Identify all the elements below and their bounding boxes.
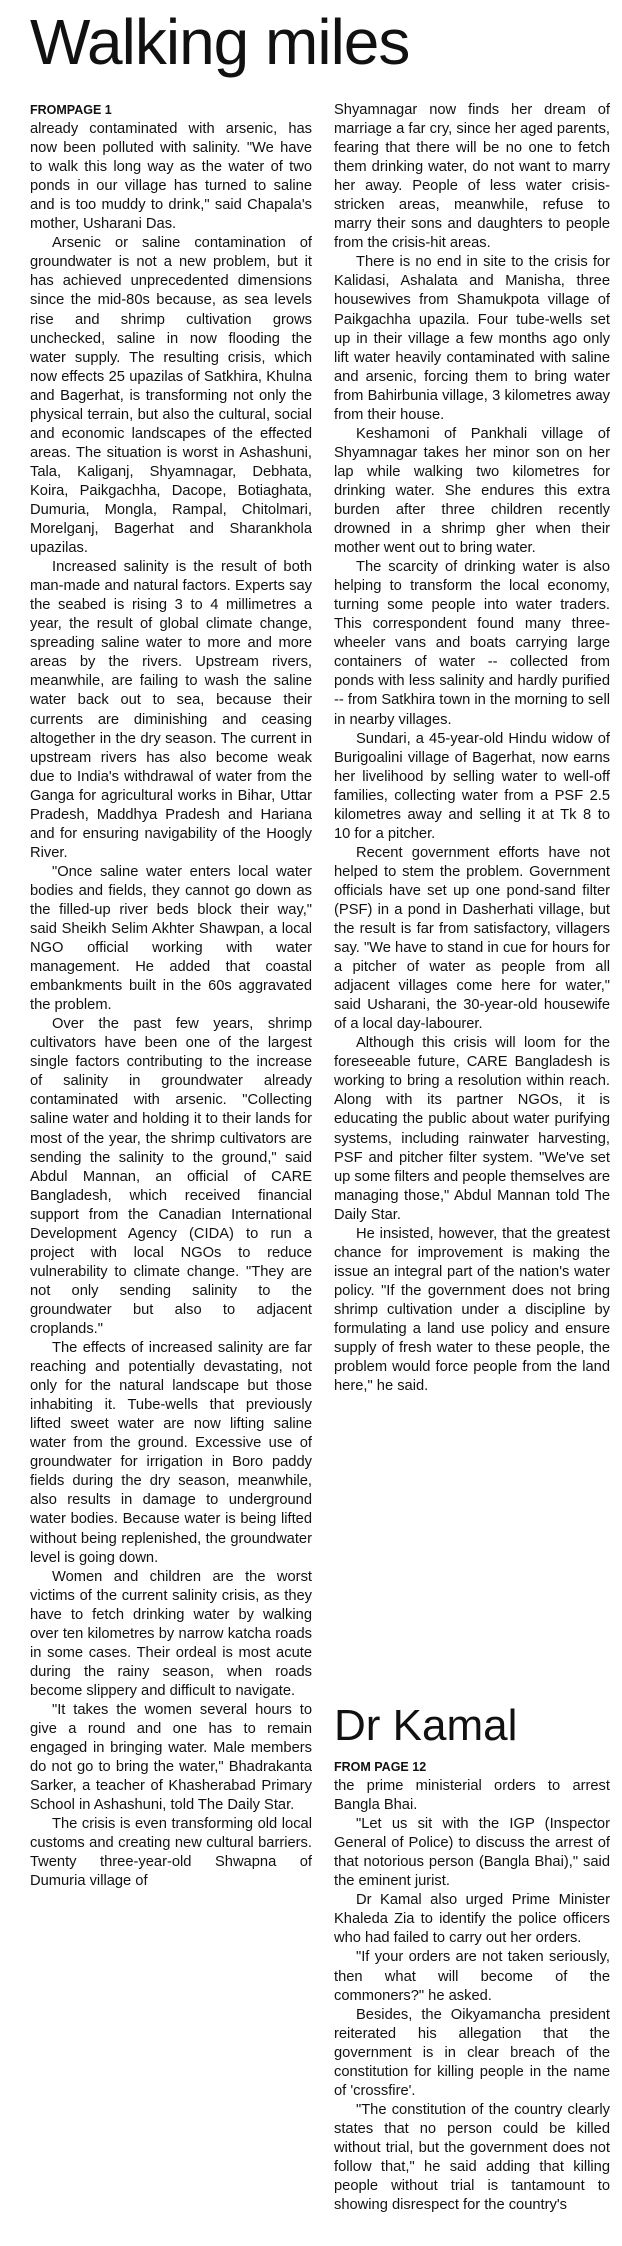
article-paragraph: Keshamoni of Pankhali village of Shyamnagar takes her minor son on her lap while walking two kilometres for drinking water. She endures this extra burden after three children recently drowned in a shrimp gher when their mother went out to bring water. xyxy=(334,425,610,557)
article-paragraph: Shyamnagar now finds her dream of marriage a far cry, since her aged parents, fearing that there will be no one to fetch them drinking water, do not want to marry her away. People of less water crisis-stricken areas, meanwhile, refuse to marry their sons and daughters to people from the crisis-hit areas. xyxy=(334,102,610,252)
article-paragraph: Besides, the Oikyamancha president reiterated his allegation that the government is in clear breach of the constitution for killing people in the name of 'crossfire'. xyxy=(334,2006,610,2099)
article-paragraph: The effects of increased salinity are far reaching and potentially devastating, not only for the natural landscape but those inhabiting it. Tube-wells that previously lifted sweet water are now lifting saline water from the ground. Excessive use of groundwater for irrigation in Boro paddy fields during the dry season, meanwhile, also results in damage to underground water bodies. Because water is being lifted without being replenished, the groundwater level is going down. xyxy=(30,1340,312,1566)
article-paragraph: "The constitution of the country clearly states that no person could be killed without trial, but the government does not follow that," he said adding that killing people without trial is tantamount to showing disrespect for the country's xyxy=(334,2101,610,2214)
article-paragraph: "It takes the women several hours to give a round and one has to remain engaged in bringing water. Male members do not go to bring the water," Bhadrakanta Sarker, a teacher of Khasherabad Primary School in Ashashuni, told The Daily Star. xyxy=(30,1701,312,1814)
article-paragraph: He insisted, however, that the greatest chance for improvement is making the issue an integral part of the nation's water policy. "If the government does not bring shrimp cultivation under a discipline by formulating a land use policy and ensure supply of fresh water to these people, the problem would force people from the land here," he said. xyxy=(334,1225,610,1395)
second-story-column xyxy=(334,1758,610,2215)
article-paragraph: There is no end in site to the crisis for Kalidasi, Ashalata and Manisha, three housewives from Shamukpota village of Paikgachha upazila. Four tube-wells set up in their village a few months ago only lift water heavily contaminated with saline and arsenic, forcing them to bring water from Bahirbunia village, 3 kilometres away from their house. xyxy=(334,254,610,423)
jump-label: FROM PAGE 12 xyxy=(334,1760,427,1774)
article-paragraph: Increased salinity is the result of both man-made and natural factors. Experts say the seabed is rising 3 to 4 millimetres a year, the result of global climate change, spreading saline water to more and more areas by the rivers. Upstream rivers, meanwhile, are failing to wash the saline water back out to sea, because their currents are diminishing and ceasing altogether in the dry season. The current in upstream rivers has also become weak due to India's withdrawal of water from the Ganga for agricultural works in Bihar, Uttar Pradesh, Maddhya Pradesh and Hariana and for ensuring navigability of the Hoogly River. xyxy=(30,559,312,861)
article-paragraph: Sundari, a 45-year-old Hindu widow of Burigoalini village of Bagerhat, now earns her livelihood by selling water to well-off families, collecting water from a PSF 2.5 kilometres away and selling it at Tk 8 to 10 for a pitcher. xyxy=(334,730,610,842)
main-story-right-column xyxy=(334,101,610,1396)
article-paragraph: "If your orders are not taken seriously, then what will become of the commoners?" he asked. xyxy=(334,1949,610,2004)
article-paragraph: "Let us sit with the IGP (Inspector General of Police) to discuss the arrest of that notorious person (Bangla Bhai)," said the eminent jurist. xyxy=(334,1816,610,1890)
second-story-headline: Dr Kamal xyxy=(334,1701,518,1750)
main-story-left-column xyxy=(30,101,312,1891)
article-paragraph: the prime ministerial orders to arrest Bangla Bhai. xyxy=(334,1778,610,1814)
article-paragraph: Over the past few years, shrimp cultivators have been one of the largest single factors contributing to the increase of salinity in groundwater already contaminated with arsenic. "Collecting saline water and holding it to their lands for most of the year, the shrimp cultivators are sending the salinity to the ground," said Abdul Mannan, an official of CARE Bangladesh, which received financial support from the Canadian International Development Agency (CIDA) to run a project with local NGOs to reduce vulnerability to climate change. "They are not only sending salinity to the groundwater but also to adjacent croplands." xyxy=(30,1016,312,1337)
article-paragraph: Arsenic or saline contamination of groundwater is not a new problem, but it has achieved unprecedented dimensions since the mid-80s because, as sea levels rise and shrimp cultivation grows unchecked, saline in now flooding the water supply. The resulting crisis, which now effects 25 upazilas of Satkhira, Khulna and Bagerhat, is transforming not only the physical terrain, but also the cultural, social and economic landscapes of the effected areas. The situation is worst in Ashashuni, Tala, Kaliganj, Shyamnagar, Debhata, Koira, Paikgachha, Dacope, Botiaghata, Dumuria, Mongla, Rampal, Chitolmari, Morelganj, Bagerhat and Sharankhola upazilas. xyxy=(30,235,312,557)
article-paragraph: The scarcity of drinking water is also helping to transform the local economy, turning some people into water traders. This correspondent found many three-wheeler vans and boats carrying large containers of water -- collected from ponds with less salinity and hardly purified -- from Satkhira town in the morning to sell in nearby villages. xyxy=(334,559,610,728)
article-paragraph: Although this crisis will loom for the foreseeable future, CARE Bangladesh is working to bring a resolution within reach. Along with its partner NGOs, it is educating the public about water purifying systems, including rainwater harvesting, PSF and pitcher filter system. "We've set up some filters and people themselves are managing those," Abdul Mannan told The Daily Star. xyxy=(334,1035,610,1223)
headline: Walking miles xyxy=(30,6,410,78)
article-paragraph: "Once saline water enters local water bodies and fields, they cannot go down as the filled-up river beds block their way," said Sheikh Selim Akhter Shawpan, a local NGO official working with water management. He added that coastal embankments built in the 60s aggravated the problem. xyxy=(30,863,312,1014)
article-paragraph: The crisis is even transforming old local customs and creating new cultural barriers. Twenty three-year-old Shwapna of Dumuria village of xyxy=(30,1816,312,1890)
jump-label: FROMPAGE 1 xyxy=(30,103,112,117)
article-paragraph: already contaminated with arsenic, has now been polluted with salinity. "We have to walk this long way as the water of two ponds in our village has turned to saline and is too muddy to drink," said Chapala's mother, Usharani Das. xyxy=(30,121,312,233)
article-paragraph: Recent government efforts have not helped to stem the problem. Government officials have set up one pond-sand filter (PSF) in a pond in Dasherhati village, but the result is far from satisfactory, villagers say. "We have to stand in cue for hours for a pitcher of water as people from all adjacent villages come here for water," said Usharani, the 30-year-old housewife of a local day-labourer. xyxy=(334,844,610,1033)
article-paragraph: Women and children are the worst victims of the current salinity crisis, as they have to fetch drinking water by walking over ten kilometres by narrow katcha roads in some cases. Their ordeal is most acute during the rainy season, when roads become slippery and difficult to navigate. xyxy=(30,1568,312,1699)
article-paragraph: Dr Kamal also urged Prime Minister Khaleda Zia to identify the police officers who had failed to carry out her orders. xyxy=(334,1892,610,1947)
